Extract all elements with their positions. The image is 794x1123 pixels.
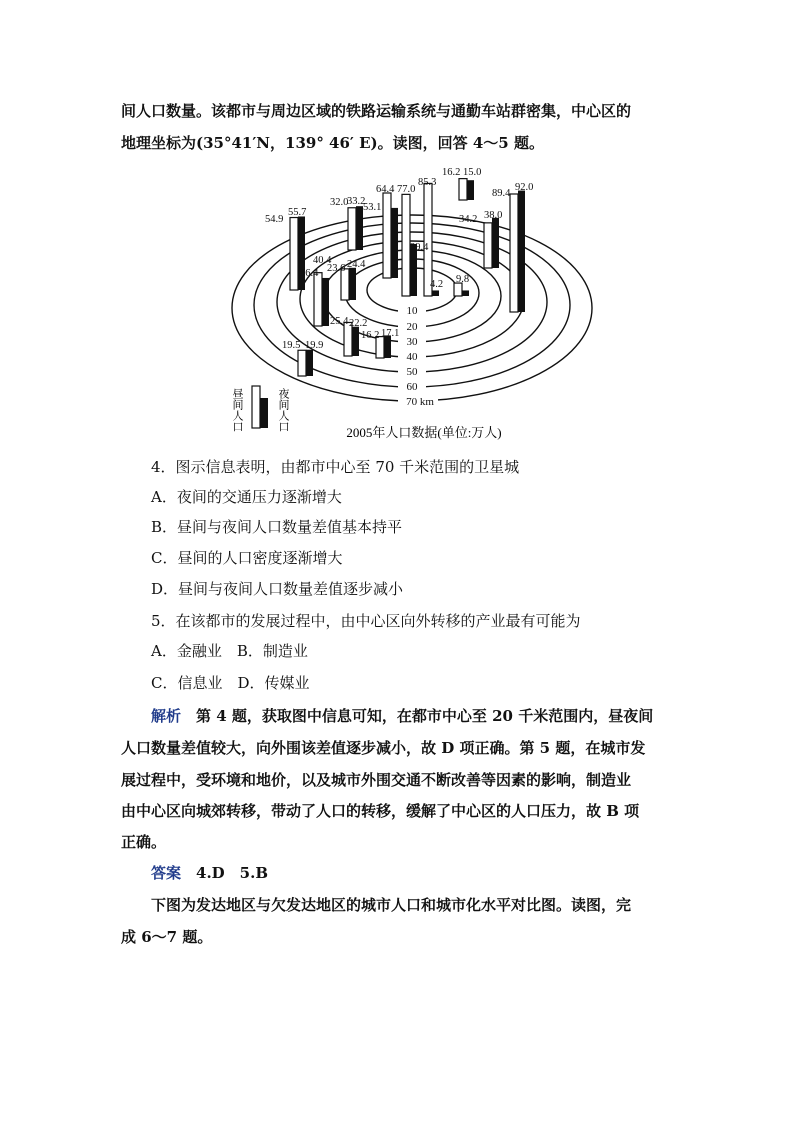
analysis-line-5: 正确。 bbox=[121, 833, 167, 851]
bar-night-7 bbox=[518, 191, 525, 312]
value-label-2: 32.0 bbox=[330, 197, 349, 208]
analysis-line-2: 人口数量差值较大，向外围该差值逐步减小，故 D 项正确。第 5 题，在城市发 bbox=[121, 739, 646, 757]
ring-label-10: 10 bbox=[406, 305, 418, 317]
bar-day-5 bbox=[459, 179, 467, 200]
analysis-line-1 bbox=[151, 706, 653, 726]
bar-day-7 bbox=[510, 194, 518, 312]
value-label-16: 23.6 bbox=[327, 263, 346, 274]
value-label-8: 15.0 bbox=[463, 167, 482, 178]
bar-night-4 bbox=[432, 290, 439, 296]
bar-night-5 bbox=[467, 180, 474, 200]
value-label-4: 64.4 bbox=[376, 184, 395, 195]
q4-option-b: B．昼间与夜间人口数量差值基本持平 bbox=[151, 518, 403, 536]
answer-line bbox=[151, 863, 268, 883]
value-label-5: 77.0 bbox=[397, 184, 416, 195]
analysis-label: 解析 bbox=[151, 707, 182, 725]
value-label-25: 19.5 bbox=[282, 340, 301, 351]
value-label-19: 4.2 bbox=[430, 279, 444, 290]
bar-night-13 bbox=[306, 350, 313, 376]
value-label-0: 54.9 bbox=[265, 214, 284, 225]
legend-day-label: 昼间人口 bbox=[231, 388, 243, 432]
value-label-18: 39.4 bbox=[410, 242, 429, 253]
analysis-line-3: 展过程中，受环境和地价，以及城市外围交通不断改善等因素的影响，制造业 bbox=[121, 771, 632, 789]
bar-night-10 bbox=[462, 290, 469, 296]
value-label-11: 53.1 bbox=[363, 202, 382, 213]
bar-night-8 bbox=[322, 278, 329, 326]
bar-night-2 bbox=[391, 208, 398, 278]
ring-label-20: 20 bbox=[406, 321, 418, 333]
bar-day-13 bbox=[298, 350, 306, 376]
q4-option-d: D．昼间与夜间人口数量差值逐步减小 bbox=[151, 580, 404, 598]
value-label-15: 36.4 bbox=[300, 268, 319, 279]
population-figure bbox=[0, 160, 794, 460]
value-label-10: 92.0 bbox=[515, 182, 534, 193]
q5-options-cd: C．信息业 D．传媒业 bbox=[151, 674, 310, 692]
q4-stem: 4．图示信息表明，由都市中心至 70 千米范围的卫星城 bbox=[151, 458, 520, 476]
analysis-line-4: 由中心区向城郊转移，带动了人口的转移，缓解了中心区的人口压力，故 B 项 bbox=[121, 802, 640, 820]
ring-label-70: 70 km bbox=[406, 396, 434, 408]
value-label-22: 22.2 bbox=[349, 318, 368, 329]
bar-day-8 bbox=[314, 273, 322, 326]
bar-day-10 bbox=[454, 283, 462, 296]
q5-options-ab: A．金融业 B．制造业 bbox=[151, 642, 308, 660]
legend-night-bar bbox=[260, 398, 268, 428]
bar-night-6 bbox=[492, 218, 499, 268]
value-label-1: 55.7 bbox=[288, 207, 307, 218]
value-label-14: 40.4 bbox=[313, 255, 332, 266]
bar-night-1 bbox=[356, 206, 363, 250]
q5-stem: 5．在该都市的发展过程中，由中心区向外转移的产业最有可能为 bbox=[151, 612, 581, 630]
q4-option-a: A．夜间的交通压力逐渐增大 bbox=[151, 488, 342, 506]
value-label-17: 24.4 bbox=[347, 259, 366, 270]
q4-option-c: C．昼间的人口密度逐渐增大 bbox=[151, 549, 343, 567]
ring-label-60: 60 bbox=[406, 381, 418, 393]
next-intro-line-1: 下图为发达地区与欠发达地区的城市人口和城市化水平对比图。读图，完 bbox=[151, 896, 632, 914]
intro-line-2: 地理坐标为(35°41′N，139° 46′ E)。读图，回答 4～5 题。 bbox=[121, 134, 544, 152]
value-label-9: 89.4 bbox=[492, 188, 511, 199]
value-label-7: 16.2 bbox=[442, 167, 461, 178]
analysis-text-1: 第 4 题，获取图中信息可知，在都市中心至 20 千米范围内，昼夜间 bbox=[181, 707, 654, 725]
intro-line-1: 间人口数量。该都市与周边区域的铁路运输系统与通勤车站群密集，中心区的 bbox=[121, 102, 632, 120]
value-label-3: 33.2 bbox=[347, 196, 366, 207]
bar-day-6 bbox=[484, 223, 492, 268]
value-label-12: 38.0 bbox=[484, 210, 503, 221]
ring-label-50: 50 bbox=[406, 366, 418, 378]
answer-label: 答案 bbox=[151, 864, 182, 882]
value-label-24: 17.1 bbox=[381, 328, 400, 339]
bar-night-9 bbox=[349, 268, 356, 300]
bar-day-0 bbox=[290, 218, 298, 290]
bar-day-3 bbox=[402, 194, 410, 296]
ring-label-30: 30 bbox=[406, 336, 418, 348]
legend-day-bar bbox=[252, 386, 260, 428]
value-label-20: 9.8 bbox=[456, 274, 470, 285]
value-label-6: 85.3 bbox=[418, 177, 437, 188]
bar-day-1 bbox=[348, 208, 356, 250]
bar-night-11 bbox=[352, 327, 359, 356]
value-label-13: 34.2 bbox=[459, 214, 478, 225]
bar-day-2 bbox=[383, 193, 391, 278]
answer-text: 4.D 5.B bbox=[181, 864, 269, 882]
value-label-23: 16.2 bbox=[361, 330, 380, 341]
figure-caption: 2005年人口数据(单位:万人) bbox=[346, 425, 502, 440]
value-label-21: 25.4 bbox=[330, 316, 349, 327]
ring-label-40: 40 bbox=[406, 351, 418, 363]
value-label-26: 19.9 bbox=[305, 340, 324, 351]
legend-night-label: 夜间人口 bbox=[277, 388, 289, 432]
legend bbox=[231, 386, 290, 432]
next-intro-line-2: 成 6～7 题。 bbox=[121, 928, 213, 946]
